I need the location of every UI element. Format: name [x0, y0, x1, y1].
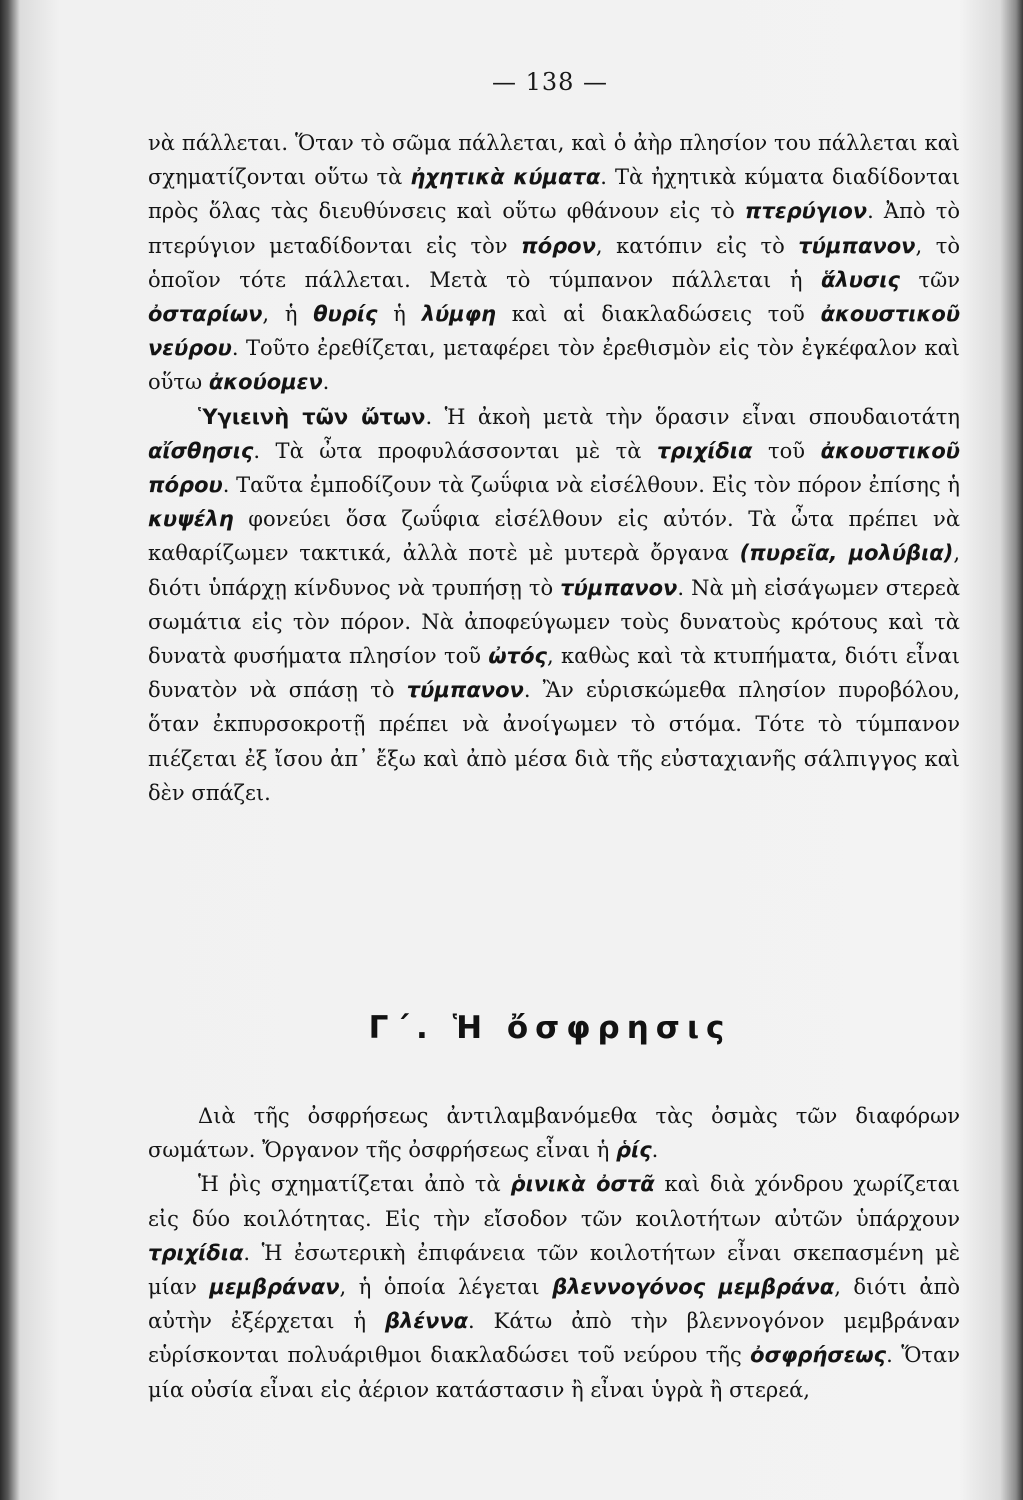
text-run: . Ὅταν μία οὐσία εἶναι εἰς ἀέριον κατάστασιν ἢ εἶναι ὑγρὰ ἢ στερεά,: [148, 1343, 960, 1402]
text-run: , ἡ: [262, 302, 314, 327]
key-term: ὠτός: [488, 644, 547, 669]
text-run: . Ἀπὸ τὸ πτερύγιον μεταδίδονται εἰς τὸν: [148, 199, 960, 258]
text-run: , ἡ ὁποία λέγεται: [339, 1275, 553, 1300]
key-term: ῥίς: [616, 1138, 652, 1163]
text-run: .: [322, 370, 330, 395]
key-term: τύμπανον: [406, 678, 524, 703]
key-term: βλεννογόνος μεμβράνα: [552, 1275, 835, 1300]
key-term: αἴσθησις: [148, 438, 254, 463]
subheading: Ὑγιεινὴ τῶν ὤτων: [198, 404, 426, 429]
text-block-top: [148, 126, 960, 810]
key-term: ἅλυσις: [821, 267, 900, 292]
text-run: . Ταῦτα ἐμποδίζουν τὰ ζωΰφια νὰ εἰσέλθουν. Εἰς τὸν πόρον ἐπίσης ἡ: [222, 473, 960, 498]
text-run: καὶ διὰ χόνδρου χωρίζεται εἰς δύο κοιλότητας. Εἰς τὴν εἴσοδον τῶν κοιλοτήτων αὐτῶν ὑπάρχουν: [148, 1172, 960, 1231]
key-term: λύμφη: [421, 302, 496, 327]
key-term: τύμπανον: [560, 575, 678, 600]
text-run: . Τοῦτο ἐρεθίζεται, μεταφέρει τὸν ἐρεθισμὸν εἰς τὸν ἐγκέφαλον καὶ οὕτω: [148, 336, 960, 395]
key-term: θυρίς: [313, 302, 378, 327]
key-term: ἠχητικὰ κύματα: [410, 165, 601, 190]
text-run: . Τὰ ἠχητικὰ κύματα διαδίδονται πρὸς ὅλας τὰς διευθύνσεις καὶ οὕτω φθάνουν εἰς τὸ: [148, 165, 961, 224]
key-term: ῥινικὰ ὀστᾶ: [510, 1172, 655, 1197]
key-term: ἀκουστικοῦ νεύρου: [148, 302, 961, 361]
key-term: ἀκουστικοῦ πόρου: [148, 438, 960, 498]
key-term: ὀσταρίων: [148, 302, 263, 327]
text-run: , διότι ἀπὸ αὐτὴν ἐξέρχεται ἡ: [148, 1275, 960, 1334]
text-block-bottom: [148, 1099, 960, 1407]
text-run: , τὸ ὁποῖον τότε πάλλεται. Μετὰ τὸ τύμπανον πάλλεται ἡ: [148, 233, 960, 292]
text-run: φονεύει ὅσα ζωΰφια εἰσέλθουν εἰς αὐτόν. Τὰ ὦτα πρέπει νὰ καθαρίζωμεν τακτικά, ἀλλὰ ποτὲ μὲ μυτερὰ ὄργανα: [148, 507, 960, 566]
text-run: . Τὰ ὦτα προφυλάσσονται μὲ τὰ: [253, 438, 658, 463]
text-run: τοῦ: [752, 438, 821, 463]
key-term: τριχίδια: [148, 1240, 244, 1265]
text-run: Ἡ ῥὶς σχηματίζεται ἀπὸ τὰ: [198, 1172, 511, 1197]
section-heading: Γ΄. Ἡ ὄσφρησις: [368, 1010, 732, 1046]
text-run: . Νὰ μὴ εἰσάγωμεν στερεὰ σωμάτια εἰς τὸν πόρον. Νὰ ἀποφεύγωμεν τοὺς δυνατοὺς κρότους καὶ τὰ δυνατὰ φυσήματα πλησίον τοῦ: [148, 575, 960, 669]
text-run: . Ἡ ἀκοὴ μετὰ τὴν ὅρασιν εἶναι σπουδαιοτάτη: [425, 404, 960, 429]
key-term: τύμπανον: [798, 233, 916, 258]
text-run: , κατόπιν εἰς τὸ: [595, 233, 799, 258]
paragraph: [148, 126, 960, 400]
paragraph: [148, 1167, 960, 1406]
text-run: καὶ αἱ διακλαδώσεις τοῦ: [496, 302, 821, 327]
key-term: πόρον: [521, 233, 596, 258]
text-run: τῶν: [899, 267, 961, 292]
key-term: κυψέλη: [148, 507, 234, 532]
text-run: . Ἂν εὑρισκώμεθα πλησίον πυροβόλου, ὅταν ἐκπυρσοκροτῇ πρέπει νὰ ἀνοίγωμεν τὸ στόμα. Τότε τὸ τύμπανον πιέζεται ἐξ ἴσου ἀπ᾽ ἔξω καὶ ἀπὸ μέσα διὰ τῆς εὐσταχιανῆς σάλπιγγος καὶ δὲν σπάζει.: [148, 678, 961, 805]
key-term: ὀσφρήσεως: [750, 1343, 887, 1368]
key-term: μεμβράναν: [209, 1275, 340, 1300]
text-run: νὰ πάλλεται. Ὅταν τὸ σῶμα πάλλεται, καὶ ὁ ἀὴρ πλησίον του πάλλεται καὶ σχηματίζονται οὕτω τὰ: [148, 131, 960, 190]
key-term: πτερύγιον: [744, 199, 868, 224]
key-term: τριχίδια: [657, 438, 753, 463]
text-run: . Ἡ ἐσωτερικὴ ἐπιφάνεια τῶν κοιλοτήτων εἶναι σκεπασμένη μὲ μίαν: [148, 1240, 960, 1300]
page-number: — 138 —: [491, 68, 609, 96]
key-term: (πυρεῖα, μολύβια): [739, 541, 954, 566]
paragraph: [148, 400, 960, 810]
text-run: , καθὼς καὶ τὰ κτυπήματα, διότι εἶναι δυνατὸν νὰ σπάσῃ τὸ: [148, 644, 960, 703]
key-term: βλέννα: [385, 1309, 469, 1334]
paragraph: [148, 1099, 960, 1167]
text-run: .: [651, 1138, 659, 1163]
text-run: ἡ: [377, 302, 422, 327]
key-term: ἀκούομεν: [208, 370, 323, 395]
text-run: Διὰ τῆς ὀσφρήσεως ἀντιλαμβανόμεθα τὰς ὀσμὰς τῶν διαφόρων σωμάτων. Ὄργανον τῆς ὀσφρήσεως εἶναι ἡ: [148, 1104, 960, 1163]
text-run: . Κάτω ἀπὸ τὴν βλεννογόνον μεμβράναν εὑρίσκονται πολυάριθμοι διακλαδώσει τοῦ νεύρου τῆς: [148, 1309, 961, 1368]
text-run: , διότι ὑπάρχῃ κίνδυνος νὰ τρυπήσῃ τὸ: [148, 541, 960, 600]
